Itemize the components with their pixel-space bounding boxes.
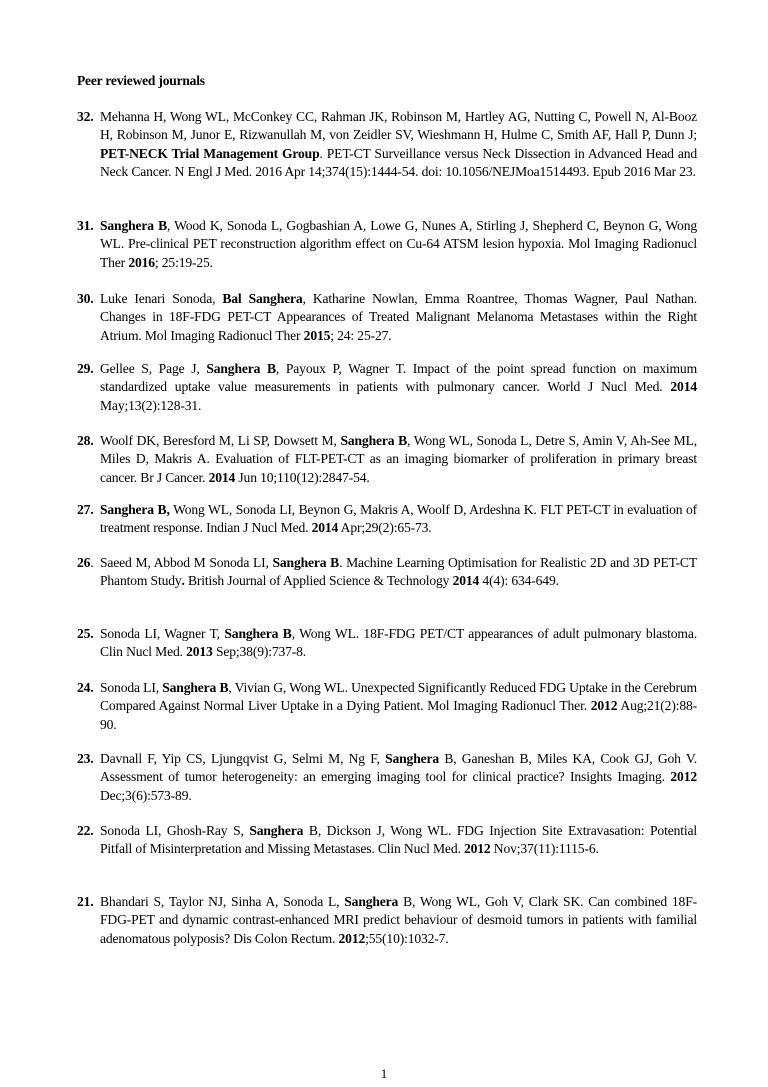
reference-text-run: , Wong WL, Sonoda L, Detre S, Amin V, Ah-See ML, Miles D, Makris A. Evaluation of FLT-PET-CT as an imaging biomarker of proliferation in primary breast cancer. Br J Cancer. [100, 433, 697, 485]
reference-text [100, 361, 697, 413]
reference-text-run: Sonoda LI, Ghosh-Ray S, [100, 823, 250, 838]
reference-text-run: , Payoux P, Wagner T. Impact of the point spread function on maximum standardized uptake value measurements in patients with pulmonary cancer. World J Nucl Med. [100, 361, 697, 395]
reference-bold-run: Sanghera B [340, 433, 408, 448]
reference-entry-23 [77, 750, 697, 805]
reference-entry-32 [77, 108, 697, 182]
reference-number: 22. [77, 823, 94, 838]
reference-entry-21 [77, 893, 697, 948]
reference-text-run: Saeed M, Abbod M Sonoda LI, [100, 555, 273, 570]
reference-text-run: , Wong WL. 18F-FDG PET/CT appearances of adult pulmonary blastoma. Clin Nucl Med. [100, 626, 697, 660]
reference-entry-22 [77, 822, 697, 859]
reference-bold-run: 2012 [670, 769, 697, 785]
reference-text-run: Bhandari S, Taylor NJ, Sinha A, Sonoda L, [100, 894, 345, 909]
reference-text-run: Aug;21(2):88-90. [100, 698, 697, 732]
reference-bold-run: 2014 [311, 520, 339, 536]
reference-number [77, 554, 94, 572]
reference-bold-run: Sanghera [344, 894, 399, 909]
reference-text-run: Apr;29(2):65-73. [338, 520, 432, 536]
reference-bold-run: Sanghera [249, 823, 304, 838]
reference-number: 30. [77, 291, 94, 306]
page-number: 1 [380, 1066, 388, 1081]
reference-text-run: Dec;3(6):573-89. [100, 787, 192, 803]
reference-bold-run: . [181, 573, 185, 589]
reference-number: 31. [77, 218, 94, 233]
reference-text-run: Gellee S, Page J, [100, 361, 207, 376]
reference-text-run: . Machine Learning Optimisation for Realistic 2D and 3D PET-CT Phantom Study [100, 555, 697, 589]
reference-bold-run: Bal Sanghera [222, 291, 303, 306]
reference-text-run: Jun 10;110(12):2847-54. [235, 469, 370, 485]
reference-text-run: British Journal of Applied Science & Technology [184, 573, 453, 589]
reference-text-run: Woolf DK, Beresford M, Li SP, Dowsett M, [100, 433, 341, 448]
reference-entry-25 [77, 625, 697, 662]
reference-entry-28 [77, 432, 697, 487]
reference-text [100, 751, 697, 803]
reference-text [100, 823, 697, 856]
reference-number: 21. [77, 894, 94, 909]
reference-entry-31 [77, 217, 697, 272]
reference-bold-run: Sanghera B [206, 361, 276, 376]
reference-entry-30 [77, 290, 697, 345]
reference-text-run: B, Wong WL, Goh V, Clark SK. Can combined 18F-FDG-PET and dynamic contrast-enhanced MRI predict behaviour of desmoid tumors in patients with familial adenomatous polyposis? Dis Colon Rectum. [100, 894, 697, 946]
reference-text [100, 555, 697, 588]
reference-bold-run: Sanghera B [224, 626, 292, 641]
reference-bold-run: 2015 [303, 327, 331, 343]
section-heading: Peer reviewed journals [77, 73, 205, 88]
reference-entry-26 [77, 554, 697, 591]
reference-bold-run: 2013 [186, 644, 213, 660]
reference-text-run: Luke Ienari Sonoda, [100, 291, 223, 306]
reference-bold-run: 2012 [338, 930, 366, 946]
reference-text-run: , Vivian G, Wong WL. Unexpected Significantly Reduced FDG Uptake in the Cerebrum Compared Against Normal Liver Uptake in a Dying Patient. Mol Imaging Radionucl Ther. [100, 680, 697, 714]
reference-text-run: , Wood K, Sonoda L, Gogbashian A, Lowe G, Nunes A, Stirling J, Shepherd C, Beynon G, Wong WL. Pre-clinical PET reconstruction algorithm effect on Cu-64 ATSM lesion hypoxia. Mol Imaging Radionucl Ther [100, 218, 697, 270]
reference-number: 24. [77, 680, 94, 695]
reference-text-run: ; 25:19-25. [154, 254, 213, 270]
reference-number: 27. [77, 502, 94, 517]
reference-text [100, 680, 697, 732]
reference-text-run: Sep;38(9):737-8. [212, 644, 307, 660]
reference-text-run: Sonoda LI, [100, 680, 163, 695]
reference-number: 25. [77, 626, 94, 641]
reference-number: 29. [77, 361, 94, 376]
reference-entry-29 [77, 360, 697, 415]
reference-number: 23. [77, 751, 94, 766]
reference-text-run: ;55(10):1032-7. [365, 930, 449, 946]
reference-text-run: Wong WL, Sonoda LI, Beynon G, Makris A, Woolf D, Ardeshna K. FLT PET-CT in evaluation of treatment response. Indian J Nucl Med. [100, 502, 698, 536]
reference-text-run: Davnall F, Yip CS, Ljungqvist G, Selmi M, Ng F, [100, 751, 386, 766]
reference-number-period: . [90, 555, 94, 570]
reference-bold-run: 2012 [463, 841, 491, 857]
reference-bold-run: PET-NECK Trial Management Group [100, 145, 320, 161]
reference-bold-run: 2014 [452, 573, 480, 589]
reference-text [100, 218, 697, 270]
reference-bold-run: Sanghera B, [100, 502, 170, 517]
reference-text-run: Nov;37(11):1115-6. [490, 841, 599, 857]
reference-bold-run: 2014 [670, 379, 697, 395]
reference-text-run: ; 24: 25-27. [330, 327, 392, 343]
reference-text-run: May;13(2):128-31. [100, 397, 202, 413]
reference-text [100, 894, 697, 946]
reference-bold-run: Sanghera B [272, 555, 340, 570]
reference-number-digits: 26 [77, 555, 91, 570]
reference-entry-27 [77, 501, 697, 538]
reference-number: 28. [77, 433, 94, 448]
reference-text [100, 502, 697, 535]
reference-text [100, 109, 697, 179]
reference-entry-24 [77, 679, 697, 734]
reference-bold-run: 2012 [590, 698, 618, 714]
reference-bold-run: 2016 [128, 254, 155, 270]
reference-bold-run: Sanghera B [162, 680, 229, 695]
reference-text [100, 291, 697, 343]
reference-text [100, 433, 697, 485]
reference-text-run: Sonoda LI, Wagner T, [100, 626, 225, 641]
reference-text-run: , Katharine Nowlan, Emma Roantree, Thomas Wagner, Paul Nathan. Changes in 18F-FDG PET-CT Appearances of Treated Malignant Melanoma Metastases within the Right Atrium. Mol Imaging Radionucl Ther [100, 291, 697, 343]
reference-bold-run: Sanghera B [100, 218, 167, 233]
reference-number: 32. [77, 109, 94, 124]
reference-text-run: . PET-CT Surveillance versus Neck Dissection in Advanced Head and Neck Cancer. N Engl J Med. 2016 Apr 14;374(15):1444-54. doi: 10.1056/NEJMoa1514493. Epub 2016 Mar 23. [100, 145, 697, 180]
reference-bold-run: 2014 [208, 469, 236, 485]
reference-text [100, 626, 697, 659]
reference-text-run: 4(4): 634-649. [479, 573, 559, 589]
reference-text-run: Mehanna H, Wong WL, McConkey CC, Rahman JK, Robinson M, Hartley AG, Nutting C, Powell N, Al-Booz H, Robinson M, Junor E, Rizwanullah M, von Zeidler SV, Wieshmann H, Hulme C, Smith AF, Hall P, Dunn J; [100, 109, 697, 143]
reference-text-run: B, Dickson J, Wong WL. FDG Injection Site Extravasation: Potential Pitfall of Misinterpretation and Missing Metastases. Clin Nucl Med. [100, 823, 697, 857]
reference-text-run: B, Ganeshan B, Miles KA, Cook GJ, Goh V. Assessment of tumor heterogeneity: an emerging imaging tool for clinical practice? Insights Imaging. [100, 751, 697, 785]
reference-bold-run: Sanghera [385, 751, 440, 766]
